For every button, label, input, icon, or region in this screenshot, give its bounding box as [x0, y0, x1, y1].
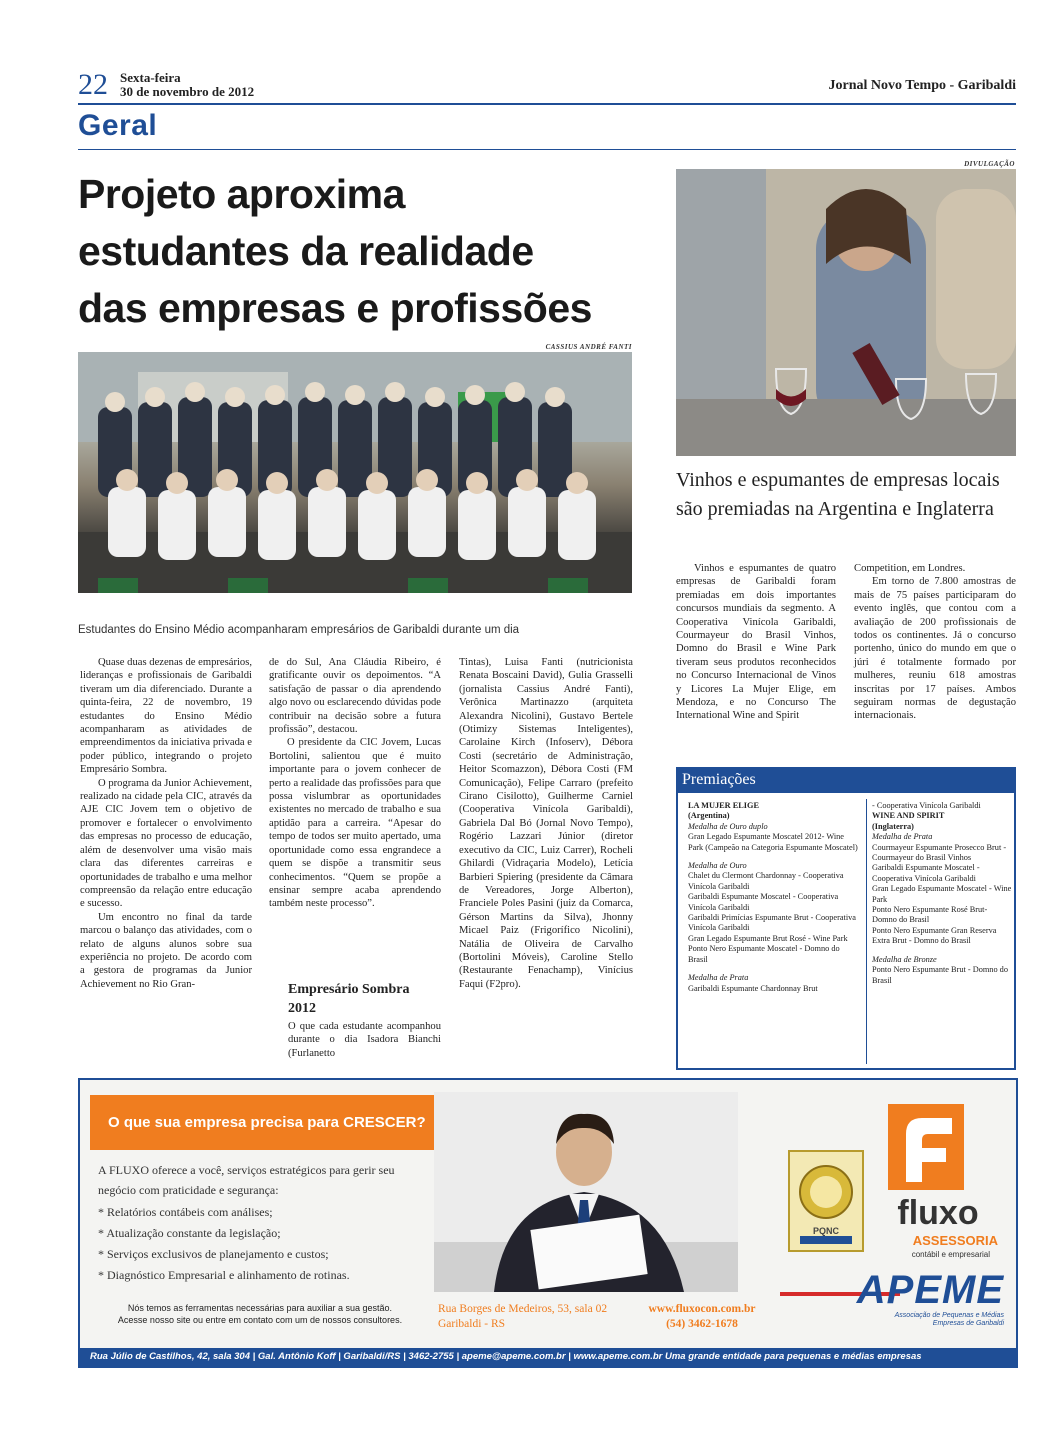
medal-label: Medalha de Ouro: [688, 861, 747, 871]
awards-title: Premiações: [676, 767, 1016, 793]
medal-label: Medalha de Ouro duplo: [688, 821, 768, 831]
list-item: * Relatórios contábeis com análises;: [98, 1205, 273, 1219]
paragraph: O programa da Junior Achievement, realizado na cidade pela CIC, através da AJE CIC Jovem tem o objetivo de promover e fortalecer o envolvimento das empresas no processo de educação, além de desenvolver uma visão mais clara das diferentes carreiras e oportunidades de trabalho e uma melhor compreensão da relação entre educação e sucesso.: [80, 777, 252, 910]
ad-contact: [636, 1302, 768, 1332]
group-photo-illustration: [78, 352, 632, 593]
awards-divider: [866, 799, 867, 1064]
main-photo-credit: CASSIUS ANDRÉ FANTI: [545, 343, 632, 351]
medal-label: Medalha de Prata: [872, 832, 933, 842]
subheading: Empresário Sombra 2012: [288, 982, 410, 1016]
page-number: 22: [78, 68, 108, 101]
address-line: Garibaldi - RS: [438, 1318, 506, 1330]
paragraph: Vinhos e espumantes de quatro empresas de Garibaldi foram premiadas em dois importantes concursos mundiais da segmento. A Cooperativa Vinícola Garibaldi, Courmayeur do Brasil Vinhos, Domno do Brasil e Wine Park tiveram seus produtos reconhecidos no Concurso Internacional de Vinos y Licores La Mujer Elige, em Mendoza, e no Concurso The International Wine and Spirit: [676, 563, 836, 722]
ad-banner: O que sua empresa precisa para CRESCER?: [90, 1095, 474, 1150]
award-item: Garibaldi Espumante Moscatel - Cooperativa Vinícola Garibaldi: [688, 892, 839, 912]
paragraph: Um encontro no final da tarde marcou o balanço das atividades, com o relato de alguns alunos sobre sua experiência no projeto. De acordo com a gestora de programas da Junior Achievement no Rio Gran-: [80, 911, 252, 990]
award-country: (Argentina): [688, 811, 730, 821]
list-item: * Serviços exclusivos de planejamento e custos;: [98, 1247, 329, 1261]
side-column-2: [854, 562, 1016, 723]
ad-footer-bar: Rua Júlio de Castilhos, 42, sala 304 | Gal. Antônio Koff | Garibaldi/RS | 3462-2755 | apeme@apeme.com.br | www.apeme.com.br Uma grande entidade para pequenas e médias empresas: [80, 1348, 1016, 1366]
medal-label: Medalha de Bronze: [872, 954, 937, 964]
issue-date: [120, 71, 254, 99]
ad-tools-text: [90, 1302, 430, 1326]
headline-line: Projeto aproxima: [78, 171, 405, 217]
list-item: * Atualização constante da legislação;: [98, 1226, 281, 1240]
award-item: Ponto Nero Espumante Gran Reserva Extra Brut - Domno do Brasil: [872, 925, 997, 946]
side-column-1: [676, 562, 836, 723]
paragraph: O que cada estudante acompanhou durante o dia Isadora Bianchi (Furlanetto: [288, 1021, 441, 1059]
article-column-1: [80, 656, 252, 991]
website-link[interactable]: www.fluxocon.com.br: [648, 1303, 756, 1315]
main-headline: [78, 166, 658, 337]
award-item: Gran Legado Espumante Moscatel - Wine Park: [872, 884, 1012, 904]
tools-line: Acesse nosso site ou entre em contato com um de nossos consultores.: [117, 1315, 403, 1325]
fluxo-logo-icon: [888, 1104, 964, 1190]
award-item: Chalet du Clermont Chardonnay - Cooperativa Vinícola Garibaldi: [688, 871, 844, 891]
article-column-3: [459, 656, 633, 991]
wine-photo: [676, 169, 1016, 456]
award-heading: WINE AND SPIRIT: [872, 811, 945, 821]
list-item: * Diagnóstico Empresarial e alinhamento de rotinas.: [98, 1268, 350, 1282]
fluxo-logo-graphic: [888, 1104, 964, 1190]
awards-right-column: [872, 801, 1012, 986]
seal-label: PQNC: [812, 1226, 839, 1236]
apeme-subtitle: Associação de Pequenas e Médias Empresas de Garibaldi: [894, 1312, 1004, 1327]
award-country: (Inglaterra): [872, 821, 914, 831]
award-item: Ponto Nero Espumante Moscatel - Domno do Brasil: [688, 944, 840, 964]
award-item: - Cooperativa Vinícola Garibaldi: [872, 801, 981, 810]
article-column-2: [269, 656, 441, 911]
award-item: Courmayeur Espumante Prosecco Brut - Courmayeur do Brasil Vinhos: [872, 842, 1007, 863]
photo-caption: Estudantes do Ensino Médio acompanharam empresários de Garibaldi durante um dia: [78, 624, 520, 636]
side-photo-credit: DIVULGAÇÃO: [964, 160, 1015, 168]
tools-line: Nós temos as ferramentas necessárias para auxiliar a sua gestão.: [127, 1303, 393, 1313]
newspaper-name: Jornal Novo Tempo - Garibaldi: [828, 78, 1016, 93]
group-photo: [78, 352, 632, 593]
award-item: Garibaldi Primícias Espumante Brut - Cooperativa Vinícola Garibaldi: [688, 913, 856, 933]
paragraph: de do Sul, Ana Cláudia Ribeiro, é gratificante ouvir os depoimentos. “A satisfação de passar o dia aprendendo algo novo ou esclarecendo dúvidas pode contribuir na decisão sobre a futura profissão”, destacou.: [269, 657, 441, 736]
paragraph: O presidente da CIC Jovem, Lucas Bortolini, salientou que é muito importante para o jovem conhecer de perto a realidade das profissões para que possa vislumbrar as oportunidades existentes no mercado de trabalho e sua aptidão para a carreira. “Apesar do tempo de todos ser muito apertado, uma oportunidade como essa engrandece a quem se dispõe a transmitir seus conhecimentos. “Quem se propõe a ensinar sempre acaba aprendendo também neste processo”.: [269, 737, 441, 910]
paragraph: Competition, em Londres.: [854, 563, 966, 574]
wine-photo-illustration: [676, 169, 1016, 456]
medal-label: Medalha de Prata: [688, 973, 749, 983]
award-item: Gran Legado Espumante Brut Rosé - Wine Park: [688, 933, 848, 943]
awards-left-column: [688, 801, 858, 994]
award-item: Gran Legado Espumante Moscatel 2012- Wine Park (Campeão na Categoria Espumante Moscatel): [688, 832, 858, 852]
fluxo-name: fluxo: [897, 1194, 979, 1232]
date: 30 de novembro de 2012: [120, 84, 255, 99]
section-rule: [78, 149, 1016, 150]
fluxo-subtitle: ASSESSORIA: [912, 1233, 998, 1248]
side-headline: Vinhos e espumantes de empresas locais são premiadas na Argentina e Inglaterra: [676, 469, 1000, 520]
headline-line: das empresas e profissões: [78, 285, 592, 331]
ad-address: [438, 1302, 638, 1332]
ad-services-list: [98, 1202, 438, 1286]
businessman-photo: [434, 1092, 738, 1292]
paragraph: Em torno de 7.800 amostras de mais de 75 países participaram do evento inglês, que contou com a avaliação de 200 profissionais de todos os continentes. Já o concurso portenho, único do mundo em que o júri é totalmente formado por mulheres, reuniu 618 amostras inscritas por 17 países. Ambos seguiram normas de degustação internacionais.: [854, 576, 1016, 722]
paragraph: Quase duas dezenas de empresários, lideranças e profissionais de Garibaldi tiveram um dia diferenciado. Durante a quinta-feira, 22 de novembro, 19 estudantes do Ensino Médio acompanharam as atividades de empreendimentos da iniciativa privada e poder público, integrando o projeto Empresário Sombra.: [80, 657, 252, 776]
award-item: Garibaldi Espumante Chardonnay Brut: [688, 983, 818, 993]
header-rule: [78, 103, 1016, 105]
award-item: Ponto Nero Espumante Rosé Brut- Domno do Brasil: [872, 905, 988, 925]
address-line: Rua Borges de Medeiros, 53, sala 02: [438, 1303, 608, 1315]
ad-intro: A FLUXO oferece a você, serviços estratégicos para gerir seu negócio com praticidade e segurança:: [98, 1163, 395, 1197]
award-item: Garibaldi Espumante Moscatel - Cooperativa Vinícola Garibaldi: [872, 863, 980, 883]
fluxo-tagline: contábil e empresarial: [911, 1250, 990, 1259]
phone-number: (54) 3462-1678: [666, 1318, 738, 1330]
businessman-illustration: [434, 1092, 738, 1292]
award-heading: LA MUJER ELIGE: [688, 801, 759, 810]
paragraph: Tintas), Luisa Fanti (nutricionista Renata Boscaini David), Gulia Grasselli (jornalista Cassius André Fanti), Verônica Martinazzo (arquiteta Alexandra Nicolini), Gustavo Bertele (Otimizy Sistemas Inteligentes), Carolaine Kirch (Infoserv), Débora Costi (secretário de Administração, Heitor Scomazzon), Débora Costi (FM Comunicação), Felipe Carraro (prefeito Cirano Cisilotto), Guilherme Carniel (Cooperativa Vinícola Garibaldi), Gabriela Dal Bó (Jornal Novo Tempo), Rogério Lazzari Júnior (diretor executivo da CIC, Luiz Carrer), Rocheli Ghilardi (Vidraçaria Modelo), Letícia Barbieri Spiering (presidente da Câmara de Vereadores, Jorge Alberton), Franciele Poles Pasini (juiz da Comarca, Gérson Martins da Silva), Jhonny Micael Paiz (Frigorífico Nicolini), Natália de Oliveira de Carvalho (Bortolini Móveis), Caroline Stello (Restaurante Fenachamp), Vinícius Faqui (F2pro).: [459, 657, 633, 990]
article-column-2b: [288, 1020, 441, 1060]
weekday: Sexta-feira: [120, 70, 181, 85]
section-title: Geral: [78, 109, 158, 142]
award-item: Ponto Nero Espumante Brut - Domno do Brasil: [872, 965, 1008, 985]
apeme-logo: APEME: [856, 1268, 1004, 1312]
headline-line: estudantes da realidade: [78, 228, 534, 274]
quality-seal-icon: [788, 1150, 864, 1252]
